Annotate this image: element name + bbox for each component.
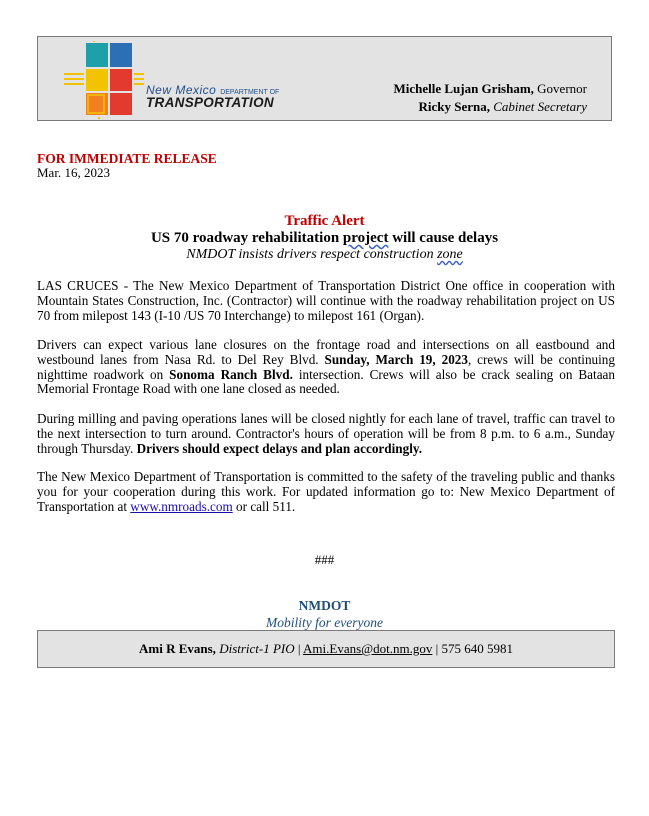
logo-dept-text: DEPARTMENT OF: [220, 89, 280, 96]
headline-part: will cause delays: [388, 230, 499, 246]
governor-name: Michelle Lujan Grisham,: [393, 81, 534, 96]
end-marker: ###: [314, 552, 335, 567]
subheadline: [37, 247, 612, 263]
paragraph-closures: Drivers can expect various lane closures on the frontage road and intersections on all eastbound and westbound lanes from Nasa Rd. to Del Rey Blvd. Sunday, March 19, 2023, crews will be continuing nighttime roadwork on Sonoma Ranch Blvd. intersection. Crews will also be crack sealing on Bataan Memorial Frontage Road with one lane closed as needed.: [37, 337, 615, 397]
secretary-title: Cabinet Secretary: [493, 99, 587, 114]
delay-warning: Drivers should expect delays and plan accordingly.: [136, 440, 423, 456]
contact-email-link[interactable]: Ami.Evans@dot.nm.gov: [303, 641, 433, 656]
org-name: NMDOT: [298, 598, 351, 613]
subhead-flagged-word: zone: [437, 247, 463, 262]
contact-footer: Ami R Evans, District-1 PIO | Ami.Evans@dot.nm.gov | 575 640 5981: [37, 630, 615, 668]
letterhead: [37, 36, 612, 121]
intersection-name: Sonoma Ranch Blvd.: [169, 366, 293, 382]
paragraph-operations: During milling and paving operations lanes will be closed nightly for each lane of travel, traffic can travel to the next intersection to turn around. Contractor's hours of operation will be from 8 p.m. to 6 a.m., Sunday through Thursday. Drivers should expect delays and plan accordingly.: [37, 411, 615, 456]
headline-flagged-word: project: [342, 230, 389, 246]
contact-name: Ami R Evans,: [139, 641, 216, 656]
logo-wordmark: [146, 83, 279, 110]
logo-transportation-text: TRANSPORTATION: [146, 95, 274, 110]
headline-part: US 70 roadway rehabilitation: [150, 230, 343, 246]
subhead-part: NMDOT insists drivers respect construction: [186, 247, 438, 262]
release-date: Mar. 16, 2023: [37, 165, 110, 180]
contact-title: District-1 PIO: [219, 641, 295, 656]
nmdot-logo-icon: [64, 41, 144, 119]
closure-date: Sunday, March 19, 2023: [324, 351, 468, 367]
logo-state-text: New Mexico: [146, 83, 217, 97]
paragraph-safety: The New Mexico Department of Transportation is committed to the safety of the traveling public and thanks you for your cooperation during this work. For updated information go to: New Mexico Department of Transportation at www.nmroads.com or call 511.: [37, 469, 615, 514]
paragraph-intro: LAS CRUCES - The New Mexico Department of Transportation District One office in cooperation with Mountain States Construction, Inc. (Contractor) will continue with the roadway rehabilitation project on US 70 from milepost 143 (I-10 /US 70 Interchange) to milepost 161 (Organ).: [37, 278, 615, 323]
contact-phone: 575 640 5981: [441, 641, 513, 656]
officials-block: [393, 80, 587, 116]
secretary-name: Ricky Serna,: [418, 99, 490, 114]
nmroads-link[interactable]: www.nmroads.com: [130, 498, 233, 514]
governor-title: Governor: [537, 81, 587, 96]
release-label: FOR IMMEDIATE RELEASE: [37, 151, 217, 166]
headline: [37, 230, 612, 247]
alert-title: Traffic Alert: [284, 213, 365, 229]
org-tagline: Mobility for everyone: [266, 615, 383, 630]
